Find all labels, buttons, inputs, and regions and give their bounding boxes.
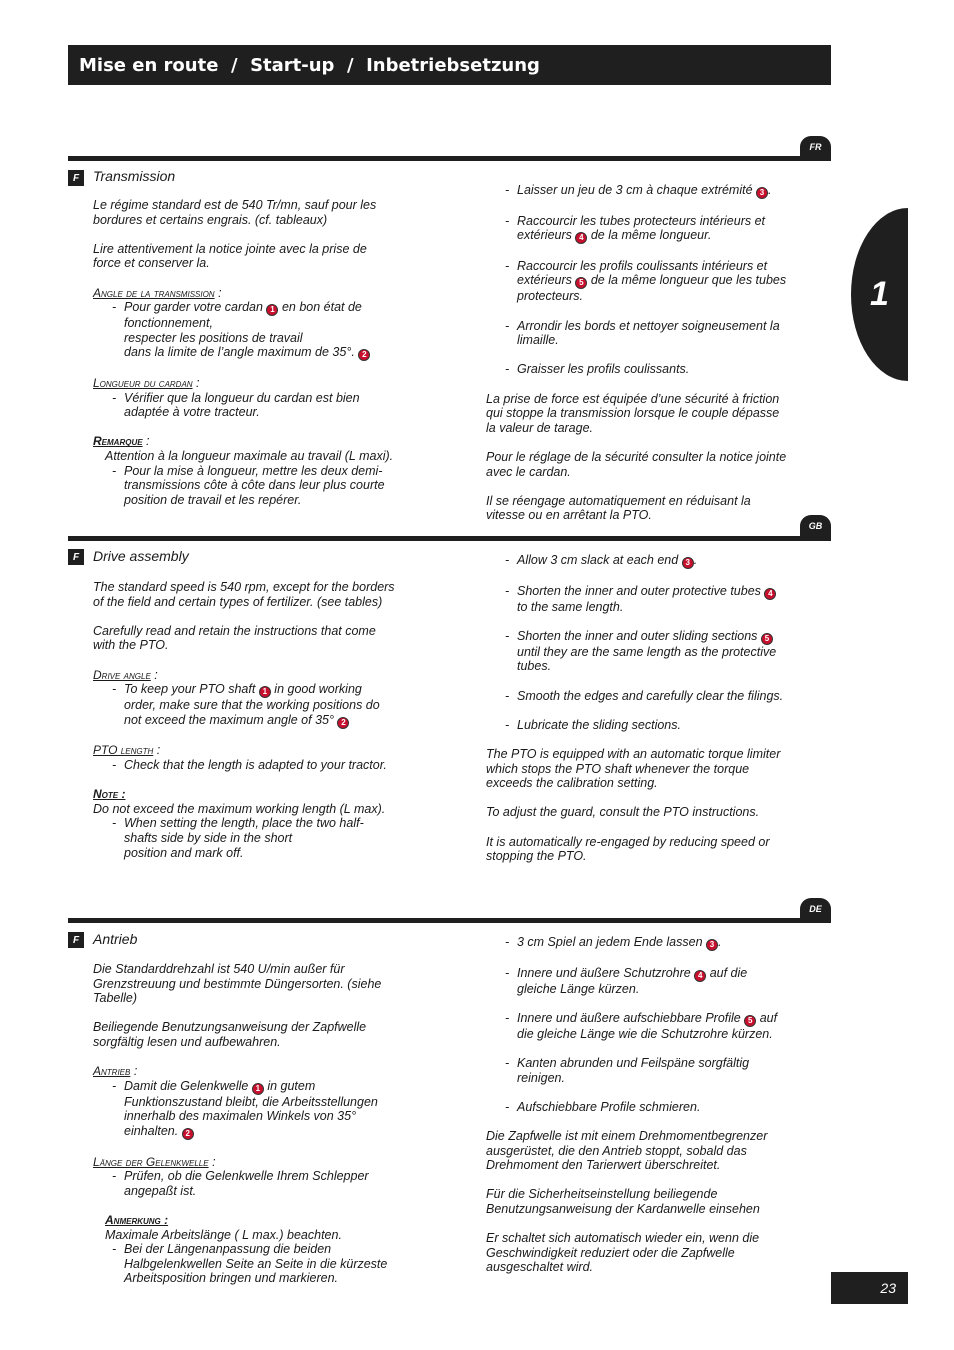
de-step-text: gleiche Länge kürzen. (517, 981, 640, 996)
de-step-text: Innere und äußere aufschiebbare Profile (517, 1010, 741, 1025)
gb-angle-text: in good working (274, 682, 362, 697)
fr-length-text: adaptée à votre tracteur. (124, 405, 260, 420)
gb-note-text: When setting the length, place the two half- (124, 816, 364, 831)
fr-intro1-l1: Le régime standard est de 540 Tr/mn, sauf pour les (93, 198, 377, 212)
gb-step-text: to the same length. (517, 599, 624, 614)
lang-label: DE (809, 904, 822, 914)
page-number (831, 1272, 908, 1304)
de-note-text: Halbgelenkwellen Seite an Seite in die kürzeste (124, 1256, 388, 1271)
fr-step-text: extérieurs (517, 228, 572, 243)
de-note-text: Bei der Längenanpassung die beiden (124, 1242, 332, 1257)
gb-para: The PTO is equipped with an automatic torque limiter (486, 746, 781, 761)
de-para: Für die Sicherheitseinstellung beiliegende (486, 1187, 718, 1202)
gb-angle-text: To keep your PTO shaft (124, 682, 256, 697)
de-step-text: Innere und äußere Schutzrohre (517, 965, 691, 980)
gb-step-text: Smooth the edges and carefully clear the filings. (517, 688, 784, 703)
lang-tab-gb (800, 515, 831, 537)
de-angle-text: innerhalb des maximalen Winkels von 35° (124, 1109, 357, 1124)
gb-para: To adjust the guard, consult the PTO instructions. (486, 805, 760, 820)
gb-para: stopping the PTO. (486, 849, 587, 864)
de-note-label: Anmerkung : (105, 1212, 169, 1227)
callout-4-icon: 4 (694, 970, 706, 982)
de-intro: Tabelle) (93, 991, 138, 1006)
gb-intro: with the PTO. (93, 638, 169, 653)
marker-letter: F (72, 934, 80, 946)
callout-3-icon: 3 (756, 187, 768, 199)
fr-step-text: Arrondir les bords et nettoyer soigneusement la (517, 318, 780, 333)
fr-angle-text: en bon état de (281, 300, 362, 315)
fr-angle-label: Angle de la transmission (93, 285, 215, 300)
section-marker-de (68, 932, 84, 948)
gb-para: It is automatically re-engaged by reducing speed or (486, 834, 770, 849)
de-length-text: Prüfen, ob die Gelenkwelle Ihrem Schlepper (124, 1169, 369, 1184)
section-rule-gb (68, 536, 831, 541)
fr-step-text: Raccourcir les tubes protecteurs intérieurs et (517, 213, 766, 228)
gb-note-text: position and mark off. (124, 845, 244, 860)
fr-section-title: Transmission (93, 168, 176, 184)
gb-note-text: shafts side by side in the short (124, 830, 293, 845)
gb-step-text: tubes. (517, 659, 552, 674)
gb-step-text: Lubricate the sliding sections. (517, 717, 681, 732)
fr-right-column: - Laisser un jeu de 3 cm à chaque extrémité 3 . - Raccourcir les tubes protecteurs intérieurs et extérieurs 4 de la même longueur. - Raccourcir les profils coulissants intérieurs et extérieurs 5 de la même longueur que les tubes protecteurs. - Arrondir les bords et nettoyer soigneusement la limaille. - Graisser les profils coulissants. La prise de force est équipée d’une sécurité à friction qui stoppe la transmission lorsque le couple dépasse la valeur de tarage. Pour le réglage de la sécurité consulter la notice jointe avec le cardan. Il se réengage automatiquement en réduisant la vitesse ou en arrêtant la PTO. (486, 183, 806, 523)
callout-2-icon: 2 (337, 717, 349, 729)
callout-1-icon: 1 (252, 1083, 264, 1095)
de-step-text: Kanten abrunden und Feilspäne sorgfältig (517, 1055, 750, 1070)
section-marker-fr (68, 170, 84, 186)
gb-note-label: Note : (93, 787, 126, 802)
de-step-text: auf (759, 1010, 778, 1025)
fr-para: vitesse ou en arrêtant la PTO. (486, 508, 652, 523)
callout-2-icon: 2 (358, 349, 370, 361)
de-para: Die Zapfwelle ist mit einem Drehmomentbegrenzer (486, 1128, 768, 1143)
de-intro: sorgfältig lesen und aufbewahren. (93, 1034, 281, 1049)
de-intro: Grenzstreuung und bestimmte Düngersorten. (siehe (93, 976, 382, 991)
fr-intro2-l1: Lire attentivement la notice jointe avec la prise de (93, 241, 367, 256)
gb-step-text: Allow 3 cm slack at each end (517, 553, 679, 567)
fr-para: Il se réengage automatiquement en réduisant la (486, 493, 751, 508)
fr-para: La prise de force est équipée d’une sécurité à friction (486, 391, 780, 406)
callout-5-icon: 5 (761, 633, 773, 645)
callout-5-icon: 5 (575, 277, 587, 289)
page-number-text: 23 (880, 1280, 896, 1296)
fr-step-text: extérieurs (517, 273, 572, 288)
de-angle-text: Funktionszustand bleibt, die Arbeitsstellungen (124, 1094, 378, 1109)
de-intro: Die Standarddrehzahl ist 540 U/min außer für (93, 962, 345, 976)
de-angle-text: Damit die Gelenkwelle (124, 1078, 249, 1093)
gb-angle-text: not exceed the maximum angle of 35° (124, 712, 334, 727)
fr-angle-text: respecter les positions de travail (124, 330, 303, 345)
fr-angle-text: fonctionnement, (124, 316, 213, 331)
de-step-text: die gleiche Länge wie die Schutzrohre kürzen. (517, 1026, 773, 1041)
gb-angle-label: Drive angle (93, 667, 151, 682)
de-angle-label: Antrieb (93, 1064, 131, 1079)
fr-length-text: Vérifier que la longueur du cardan est bien (124, 390, 360, 405)
de-para: Benutzungsanweisung der Kardanwelle einsehen (486, 1201, 760, 1216)
gb-step-text: until they are the same length as the protective (517, 644, 777, 659)
de-length-label: Länge der Gelenkwelle (93, 1154, 209, 1169)
de-section-title: Antrieb (93, 931, 138, 947)
gb-intro: of the field and certain types of fertilizer. (see tables) (93, 594, 383, 609)
gb-intro: Carefully read and retain the instructions that come (93, 623, 376, 638)
header-bar (68, 45, 831, 85)
fr-step-text: de la même longueur. (590, 228, 712, 243)
gb-angle-text: order, make sure that the working positions do (124, 698, 380, 713)
lang-label: GB (808, 521, 823, 531)
de-left-column: Antrieb Die Standarddrehzahl ist 540 U/min außer für Grenzstreuung und bestimmte Düngersorten. (siehe Tabelle) Beiliegende Benutzungsanweisung der Zapfwelle sorgfältig lesen und aufbewahren. Antrieb : - Damit die Gelenkwelle 1 in gutem Funktionszustand bleibt, die Arbeitsstellungen innerhalb des maximalen Winkels von 35° einhalten. 2 Länge der Gelenkwelle : - Prüfen, ob die Gelenkwelle Ihrem Schlepper angepaßt ist. Anmerkung : Maximale Arbeitslänge ( L max.) beachten. - Bei der Längenanpassung die beiden Halbgelenkwellen Seite an Seite in die kürzeste Arbeitsposition bringen und markieren. (93, 931, 423, 1286)
de-para: Er schaltet sich automatisch wieder ein, wenn die (486, 1231, 760, 1246)
fr-length-label: Longueur du cardan (93, 375, 193, 390)
section-rule-de (68, 918, 831, 923)
section-marker-gb (68, 549, 84, 565)
fr-angle-text: dans la limite de l’angle maximum de 35°. (124, 345, 355, 360)
marker-letter: F (72, 172, 80, 184)
gb-para: which stops the PTO shaft whenever the torque (486, 761, 750, 776)
gb-length-text: Check that the length is adapted to your tractor. (124, 757, 387, 772)
fr-note-text: transmissions côte à côte dans leur plus courte (124, 478, 385, 493)
fr-note-label: Remarque (93, 434, 143, 449)
callout-3-icon: 3 (706, 939, 718, 951)
de-para: ausgerüstet, die den Antrieb stoppt, sobald das (486, 1143, 747, 1158)
callout-4-icon: 4 (764, 588, 776, 600)
fr-step-text: Laisser un jeu de 3 cm à chaque extrémité (517, 183, 753, 197)
callout-2-icon: 2 (182, 1128, 194, 1140)
de-intro: Beiliegende Benutzungsanweisung der Zapfwelle (93, 1020, 367, 1035)
de-note-text: Arbeitsposition bringen und markieren. (124, 1271, 339, 1286)
de-para: Geschwindigkeit reduziert oder die Zapfwelle (486, 1245, 735, 1260)
fr-intro2-l2: force et conserver la. (93, 256, 210, 271)
lang-tab-fr (800, 136, 831, 158)
marker-letter: F (72, 551, 80, 563)
lang-tab-de (800, 898, 831, 920)
fr-para: la valeur de tarage. (486, 420, 594, 435)
gb-step-text: Shorten the inner and outer sliding sections (517, 628, 758, 643)
de-step-text: auf die (709, 965, 748, 980)
fr-intro1-l2: bordures et certains engrais. (cf. tableaux) (93, 212, 328, 227)
chapter-tab (851, 208, 908, 381)
gb-length-label: PTO length (93, 743, 154, 758)
gb-intro: The standard speed is 540 rpm, except for the borders (93, 580, 395, 594)
fr-note-text: position de travail et les repérer. (124, 492, 302, 507)
fr-note-line: Attention à la longueur maximale au travail (L maxi). (105, 448, 394, 463)
gb-note-line: Do not exceed the maximum working length (L max). (93, 801, 386, 816)
fr-step-text: Raccourcir les profils coulissants intérieurs et (517, 258, 768, 273)
header-title: Mise en route / Start-up / Inbetriebsetzung (79, 54, 540, 76)
de-step-text: reinigen. (517, 1070, 565, 1085)
callout-1-icon: 1 (266, 304, 278, 316)
fr-left-column: Transmission Le régime standard est de 540 Tr/mn, sauf pour les bordures et certains engrais. (cf. tableaux) Lire attentivement la notice jointe avec la prise de force et conserver la. Angle de la transmission : - Pour garder votre cardan 1 en bon état de fonctionnement, respecter les positions de travail dans la limite de l’angle maximum de 35°. 2 Longueur du cardan : - Vérifier que la longueur du cardan est bien adaptée à votre tracteur. Remarque : Attention à la longueur maximale au travail (L maxi). - Pour la mise à longueur, mettre les deux demi- transmissions côte à côte dans leur plus courte position de travail et les repérer. (93, 168, 423, 507)
fr-step-text: Graisser les profils coulissants. (517, 362, 690, 377)
fr-note-text: Pour la mise à longueur, mettre les deux demi- (124, 463, 383, 478)
callout-3-icon: 3 (682, 557, 694, 569)
fr-angle-text: Pour garder votre cardan (124, 300, 263, 315)
gb-section-title: Drive assembly (93, 548, 189, 564)
fr-step-text: limaille. (517, 333, 559, 348)
fr-para: Pour le réglage de la sécurité consulter la notice jointe (486, 449, 787, 464)
de-angle-text: einhalten. (124, 1123, 179, 1138)
fr-para: avec le cardan. (486, 464, 571, 479)
de-right-column: - 3 cm Spiel an jedem Ende lassen 3 . - Innere und äußere Schutzrohre 4 auf die gleiche Länge kürzen. - Innere und äußere aufschiebbare Profile 5 auf die gleiche Länge wie die Schutzrohre kürzen. - Kanten abrunden und Feilspäne sorgfältig reinigen. - Aufschiebbare Profile schmieren. Die Zapfwelle ist mit einem Drehmomentbegrenzer ausgerüstet, die den Antrieb stoppt, sobald das Drehmoment den Tarierwert überschreitet. Für die Sicherheitseinstellung beiliegende Benutzungsanweisung der Kardanwelle einsehen Er schaltet sich automatisch wieder ein, wenn die Geschwindigkeit reduziert oder die Zapfwelle ausgeschaltet wird. (486, 935, 806, 1275)
section-rule-fr (68, 156, 831, 161)
gb-right-column: - Allow 3 cm slack at each end 3 . - Shorten the inner and outer protective tubes 4 to the same length. - Shorten the inner and outer sliding sections 5 until they are the same length as the protective tubes. - Smooth the edges and carefully clear the filings. - Lubricate the sliding sections. The PTO is equipped with an automatic torque limiter which stops the PTO shaft whenever the torque exceeds the calibration setting. To adjust the guard, consult the PTO instructions. It is automatically re-engaged by reducing speed or stopping the PTO. (486, 553, 806, 864)
gb-para: exceeds the calibration setting. (486, 776, 658, 791)
de-step-text: 3 cm Spiel an jedem Ende lassen (517, 935, 703, 949)
gb-left-column: Drive assembly The standard speed is 540 rpm, except for the borders of the field and certain types of fertilizer. (see tables) Carefully read and retain the instructions that come with the PTO. Drive angle : - To keep your PTO shaft 1 in good working order, make sure that the working positions do not exceed the maximum angle of 35° 2 PTO length : - Check that the length is adapted to your tractor. Note : Do not exceed the maximum working length (L max). - When setting the length, place the two half- shafts side by side in the short position and mark off. (93, 548, 423, 860)
gb-step-text: Shorten the inner and outer protective tubes (517, 583, 761, 598)
fr-para: qui stoppe la transmission lorsque le couple dépasse (486, 406, 780, 421)
de-para: ausgeschaltet wird. (486, 1260, 594, 1275)
callout-1-icon: 1 (259, 686, 271, 698)
lang-label: FR (809, 142, 822, 152)
de-length-text: angepaßt ist. (124, 1183, 197, 1198)
de-para: Drehmoment den Tarierwert überschreitet. (486, 1158, 721, 1173)
de-note-line: Maximale Arbeitslänge ( L max.) beachten. (105, 1227, 342, 1242)
de-step-text: Aufschiebbare Profile schmieren. (517, 1099, 701, 1114)
fr-step-text: de la même longueur que les tubes (590, 273, 787, 288)
callout-5-icon: 5 (744, 1015, 756, 1027)
chapter-number: 1 (870, 275, 889, 313)
fr-step-text: protecteurs. (517, 289, 584, 304)
de-angle-text: in gutem (267, 1078, 316, 1093)
callout-4-icon: 4 (575, 232, 587, 244)
